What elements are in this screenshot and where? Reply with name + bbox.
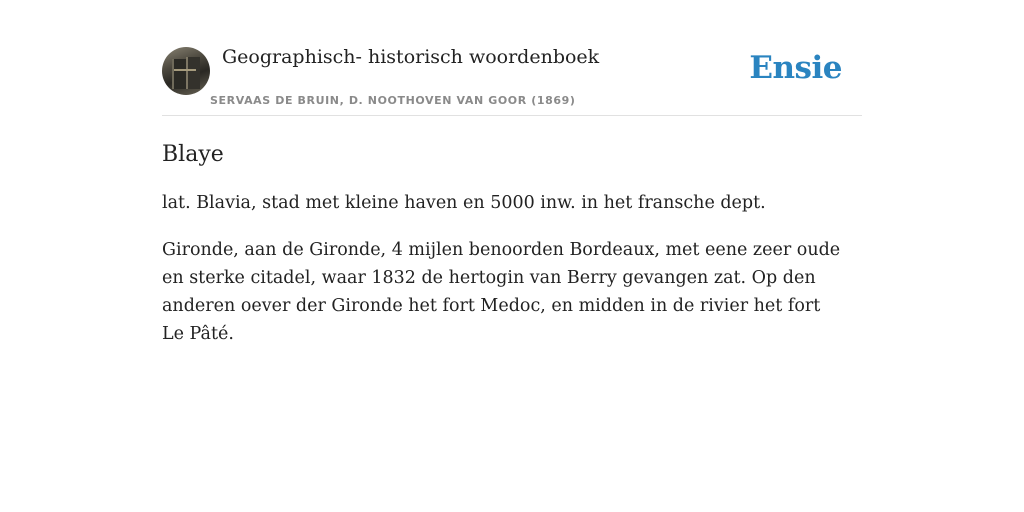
book-spine (172, 59, 186, 89)
book-header (162, 40, 862, 116)
entry-paragraph: Gironde, aan de Gironde, 4 mijlen benoorden Bordeaux, met eene zeer oude en sterke citadel, waar 1832 de hertogin van Berry gevangen zat. Op den anderen oever der Gironde het fort Medoc, en midden in de rivier het fort Le Pâté. (162, 240, 841, 344)
book-spine (186, 57, 200, 89)
book-author: SERVAAS DE BRUIN, D. NOOTHOVEN VAN GOOR (1869) (210, 94, 576, 107)
ensie-logo[interactable]: Ensie (749, 50, 842, 86)
book-title[interactable]: Geographisch- historisch woordenboek (222, 46, 600, 68)
entry-page (162, 40, 862, 348)
book-cover-icon[interactable] (162, 47, 210, 95)
entry-paragraph: lat. Blavia, stad met kleine haven en 5000 inw. in het fransche dept. (162, 193, 766, 213)
entry-title: Blaye (162, 142, 224, 167)
book-band (174, 69, 196, 71)
